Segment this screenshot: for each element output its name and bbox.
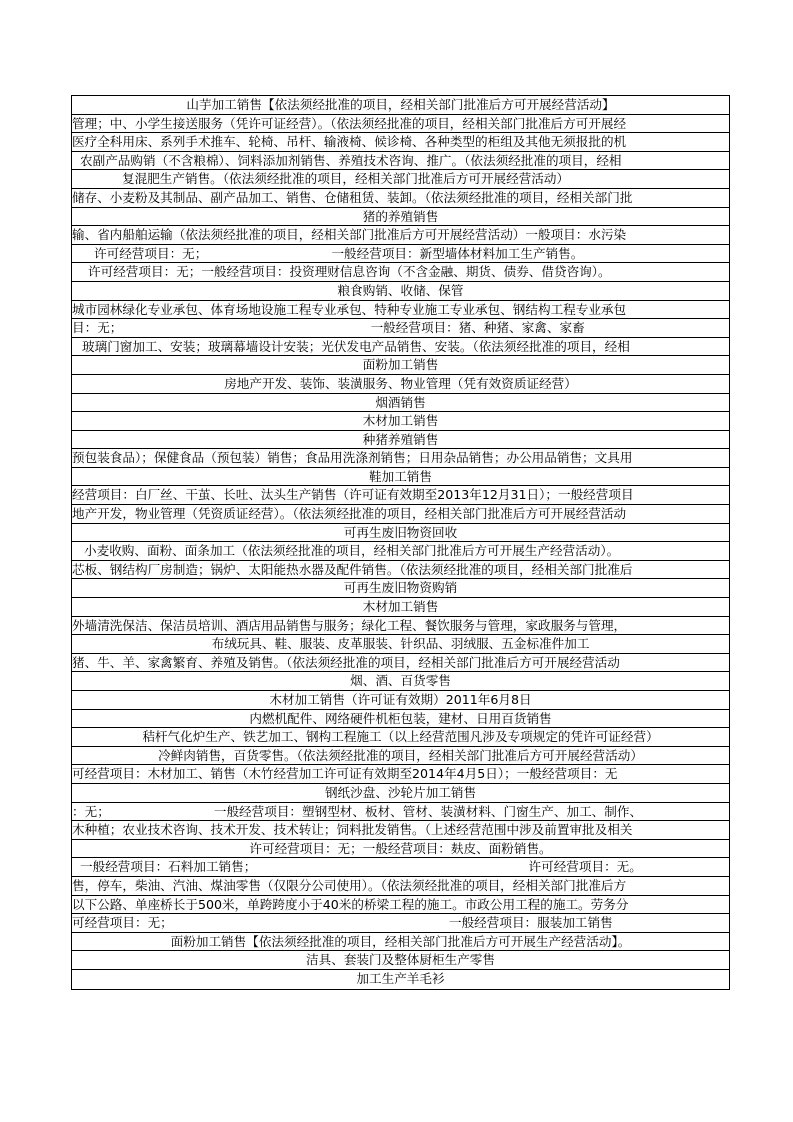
cell-text: 布绒玩具、鞋、服装、皮革服装、针织品、羽绒服、五金标准件加工 — [211, 636, 590, 652]
cell-text: ：无； 一般经营项目：塑钢型材、板材、管材、装潢材料、门窗生产、加工、制作、 — [72, 803, 643, 819]
cell-text: 烟酒销售 — [375, 394, 426, 410]
table-row — [72, 96, 729, 115]
table-row — [72, 412, 729, 431]
table-row — [72, 914, 729, 933]
table-row — [72, 765, 729, 784]
table-row — [72, 598, 729, 617]
table-row — [72, 617, 729, 636]
cell-text: 山芋加工销售【依法须经批准的项目，经相关部门批准后方可开展经营活动】 — [186, 97, 615, 112]
cell-text: 房地产开发、装饰、装潢服务、物业管理（凭有效资质证经营） — [224, 375, 577, 391]
cell-text: 钢纸沙盘、沙轮片加工销售 — [324, 784, 477, 800]
table-row — [72, 152, 729, 171]
cell-text: 内燃机配件、网络硬件机柜包装，建材、日用百货销售 — [249, 710, 552, 726]
cell-text: 可再生废旧物资购销 — [343, 580, 458, 596]
table-row — [72, 449, 729, 468]
table-row — [72, 301, 729, 320]
cell-text: 可经营项目：木材加工、销售（木竹经营加工许可证有效期至2014年4月5日）；一般经营项目：无 — [72, 766, 618, 782]
table-row — [72, 524, 729, 543]
cell-text: 洁具、套装门及整体厨柜生产零售 — [306, 952, 495, 968]
table-row — [72, 189, 729, 208]
cell-text: 许可经营项目：无；一般经营项目：投资理财信息咨询（不含金融、期货、债券、借贷咨询）。 — [88, 264, 611, 280]
table-row — [72, 635, 729, 654]
cell-text: 猪的养殖销售 — [362, 208, 439, 224]
cell-text: 复混肥生产销售。（依法须经批准的项目，经相关部门批准后方可开展经营活动） — [122, 171, 570, 187]
cell-text: 面粉加工销售 — [362, 357, 439, 373]
table-row — [72, 394, 729, 413]
table-row — [72, 821, 729, 840]
table-row — [72, 710, 729, 729]
cell-text: 加工生产羊毛衫 — [356, 970, 445, 986]
table-row — [72, 468, 729, 487]
cell-text: 小麦收购、面粉、面条加工（依法须经批准的项目，经相关部门批准后方可开展生产经营活动）。 — [84, 543, 620, 559]
table-row — [72, 338, 729, 357]
cell-text: 以下公路、单座桥长于500米，单跨跨度小于40米的桥梁工程的施工。市政公用工程的施工。劳务分 — [72, 896, 629, 912]
table-row — [72, 858, 729, 877]
table-row — [72, 933, 729, 952]
table-row — [72, 840, 729, 859]
table-row — [72, 245, 729, 264]
cell-text: 木材加工销售（许可证有效期）2011年6月8日 — [269, 692, 532, 707]
cell-text: 粮食购销、收储、保管 — [337, 282, 464, 298]
table-row — [72, 803, 729, 822]
cell-text: 外墙清洗保洁、保洁员培训、酒店用品销售与服务；绿化工程、餐饮服务与管理，家政服务与管理， — [72, 617, 627, 633]
cell-text: 秸杆气化炉生产、铁艺加工、钢构工程施工（以上经营范围凡涉及专项规定的凭许可证经营） — [142, 729, 659, 745]
table-row — [72, 505, 729, 524]
table-row — [72, 486, 729, 505]
cell-text: 可再生废旧物资回收 — [343, 524, 458, 540]
cell-text: 管理；中、小学生接送服务（凭许可证经营）。（依法须经批准的项目，经相关部门批准后方可开展经 — [72, 115, 627, 131]
cell-text: 经营项目：白厂丝、干茧、长吐、汰头生产销售（许可证有效期至2013年12月31日）；一般经营项目 — [72, 487, 634, 503]
table-row — [72, 375, 729, 394]
table-row — [72, 226, 729, 245]
table-row — [72, 170, 729, 189]
table-row — [72, 356, 729, 375]
cell-text: 预包装食品）；保健食品（预包装）销售；食品用洗涤剂销售；日用杂品销售；办公用品销售；文具用 — [72, 450, 633, 466]
cell-text: 医疗全科用床、系列手术推车、轮椅、吊杆、输液椅、候诊椅、各种类型的柜组及其他无须报批的机 — [72, 134, 627, 150]
table-row — [72, 951, 729, 970]
cell-text: 售，停车，柴油、汽油、煤油零售（仅限分公司使用）。（依法须经批准的项目，经相关部门批准后方 — [72, 877, 627, 893]
cell-text: 面粉加工销售【依法须经批准的项目，经相关部门批准后方可开展生产经营活动】。 — [170, 933, 631, 949]
table-row — [72, 263, 729, 282]
table-row — [72, 115, 729, 134]
table-row — [72, 542, 729, 561]
cell-text: 鞋加工销售 — [369, 468, 432, 484]
table-row — [72, 431, 729, 450]
cell-text: 储存、小麦粉及其制品、副产品加工、销售、仓储租赁、装卸。（依法须经批准的项目，经相关部门批 — [72, 189, 633, 205]
table-row — [72, 747, 729, 766]
cell-text: 木材加工销售 — [362, 599, 439, 615]
table-row — [72, 877, 729, 896]
table-row — [72, 319, 729, 338]
table-row — [72, 654, 729, 673]
cell-text: 城市园林绿化专业承包、体育场地设施工程专业承包、特种专业施工专业承包、钢结构工程专业承包 — [72, 301, 627, 317]
table-row — [72, 579, 729, 598]
table-row — [72, 784, 729, 803]
cell-text: 木种植；农业技术咨询、技术开发、技术转让；饲料批发销售。（上述经营范围中涉及前置审批及相关 — [72, 822, 633, 838]
cell-text: 玻璃门窗加工、安装；玻璃幕墙设计安装；光伏发电产品销售、安装。（依法须经批准的项目，经相 — [82, 338, 630, 354]
table-row — [72, 691, 729, 710]
cell-text: 木材加工销售 — [362, 413, 439, 429]
cell-text: 许可经营项目：无； 一般经营项目：新型墙体材料加工生产销售。 — [94, 245, 584, 261]
cell-text: 目：无； 一般经营项目：猪、种猪、家禽、家畜 — [72, 320, 585, 336]
cell-text: 输、省内船舶运输（依法须经批准的项目，经相关部门批准后方可开展经营活动）一般项目：水污染 — [72, 227, 627, 243]
table-row — [72, 970, 729, 989]
business-scope-table — [71, 95, 730, 990]
table-row — [72, 208, 729, 227]
cell-text: 烟、酒、百货零售 — [350, 673, 451, 689]
cell-text: 农副产品购销（不含粮棉）、饲料添加剂销售、养殖技术咨询、推广。（依法须经批准的项目，经相 — [80, 152, 622, 168]
cell-text: 猪、牛、羊、家禽繁育、养殖及销售。（依法须经批准的项目，经相关部门批准后方可开展经营活动 — [72, 654, 620, 670]
cell-text: 可经营项目：无； 一般经营项目：服装加工销售 — [72, 915, 613, 931]
cell-text: 地产开发，物业管理（凭资质证经营）。（依法须经批准的项目，经相关部门批准后方可开展经营活动 — [72, 506, 627, 522]
table-row — [72, 672, 729, 691]
cell-text: 一般经营项目：石料加工销售； 许可经营项目：无。 — [80, 859, 642, 875]
table-row — [72, 561, 729, 580]
table-row — [72, 896, 729, 915]
cell-text: 芯板、钢结构厂房制造；锅炉、太阳能热水器及配件销售。（依法须经批准的项目，经相关部门批准后 — [72, 561, 633, 577]
table-row — [72, 133, 729, 152]
table-row — [72, 728, 729, 747]
cell-text: 种猪养殖销售 — [362, 431, 439, 447]
table-row — [72, 282, 729, 301]
cell-text: 冷鲜肉销售，百货零售。（依法须经批准的项目，经相关部门批准后方可开展经营活动） — [158, 747, 643, 763]
cell-text: 许可经营项目：无；一般经营项目：麸皮、面粉销售。 — [249, 840, 552, 856]
